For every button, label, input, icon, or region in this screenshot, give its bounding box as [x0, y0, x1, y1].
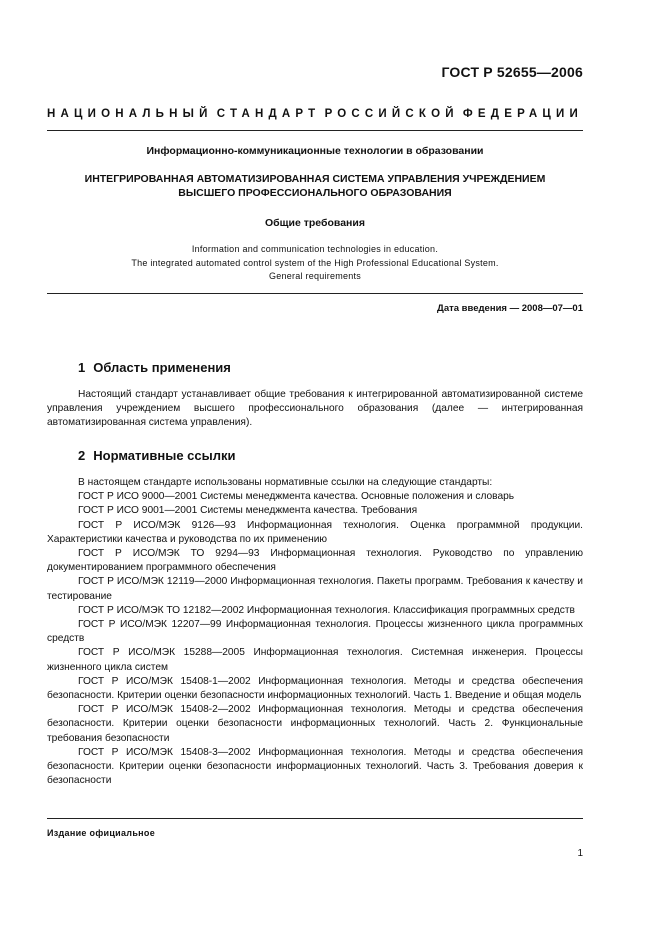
- list-item: ГОСТ Р ИСО 9001—2001 Системы менеджмента качества. Требования: [78, 505, 418, 517]
- title-divider: [47, 293, 583, 294]
- normative-references-list: [47, 476, 583, 788]
- national-standard-word: СТАНДАРТ: [216, 108, 321, 120]
- english-title-line: General requirements: [268, 271, 362, 281]
- edition-label: Издание официальное: [47, 828, 156, 838]
- list-item: ГОСТ Р ИСО/МЭК 9126—93 Информационная технология. Оценка программной продукции. Характеристики качества и руководства по их применению: [47, 519, 583, 545]
- section-number: 1: [78, 360, 86, 375]
- list-item: ГОСТ Р ИСО/МЭК ТО 12182—2002 Информационная технология. Классификация программных средств: [78, 604, 575, 616]
- national-standard-word: РОССИЙСКОЙ: [324, 108, 459, 120]
- list-item: ГОСТ Р ИСО 9000—2001 Системы менеджмента качества. Основные положения и словарь: [78, 491, 515, 503]
- section-2-heading: [78, 448, 235, 463]
- document-title: [47, 172, 583, 200]
- subject-line: Информационно-коммуникационные технологии в образовании: [146, 145, 484, 157]
- national-standard-heading: [47, 108, 583, 120]
- list-item: ГОСТ Р ИСО/МЭК 12207—99 Информационная технология. Процессы жизненного цикла программных средств: [47, 619, 583, 645]
- document-title-line: ИНТЕГРИРОВАННАЯ АВТОМАТИЗИРОВАННАЯ СИСТЕМА УПРАВЛЕНИЯ УЧРЕЖДЕНИЕМ: [84, 173, 546, 185]
- general-requirements-title: Общие требования: [265, 217, 365, 229]
- english-title: [47, 243, 583, 284]
- section-number: 2: [78, 448, 86, 463]
- introduction-date: Дата введения — 2008—07—01: [437, 303, 583, 314]
- list-item: ГОСТ Р ИСО/МЭК 15408-3—2002 Информационная технология. Методы и средства обеспечения безопасности. Критерии оценки безопасности информационных технологий. Часть 3. Требования доверия к безопасности: [47, 746, 583, 787]
- section-title: Область применения: [93, 360, 231, 375]
- english-title-line: The integrated automated control system of the High Professional Educational System.: [131, 257, 499, 268]
- document-number: ГОСТ Р 52655—2006: [441, 64, 583, 80]
- section-1-heading: [78, 360, 231, 375]
- section-1-text: Настоящий стандарт устанавливает общие требования к интегрированной автоматизированной системе управления учреждением высшего профессионального образования (далее — интегрированная автоматизированная система управления).: [47, 389, 583, 429]
- footer-divider: [47, 818, 583, 819]
- document-title-line: ВЫСШЕГО ПРОФЕССИОНАЛЬНОГО ОБРАЗОВАНИЯ: [178, 187, 452, 199]
- header-divider: [47, 130, 583, 131]
- national-standard-word: ФЕДЕРАЦИИ: [462, 108, 583, 120]
- list-item: ГОСТ Р ИСО/МЭК 15288—2005 Информационная технология. Системная инженерия. Процессы жизненного цикла систем: [47, 647, 583, 673]
- page-number: 1: [577, 848, 583, 859]
- list-item: ГОСТ Р ИСО/МЭК 15408-1—2002 Информационная технология. Методы и средства обеспечения безопасности. Критерии оценки безопасности информационных технологий. Часть 1. Введение и общая модель: [47, 675, 583, 702]
- list-item: ГОСТ Р ИСО/МЭК 12119—2000 Информационная технология. Пакеты программ. Требования к качеству и тестирование: [47, 576, 583, 602]
- list-item: ГОСТ Р ИСО/МЭК 15408-2—2002 Информационная технология. Методы и средства обеспечения безопасности. Критерии оценки безопасности информационных технологий. Часть 2. Функциональные требования безопасности: [47, 704, 583, 744]
- section-title: Нормативные ссылки: [93, 448, 236, 463]
- english-title-line: Information and communication technologies in education.: [191, 244, 439, 254]
- national-standard-word: НАЦИОНАЛЬНЫЙ: [47, 108, 213, 120]
- list-item: В настоящем стандарте использованы нормативные ссылки на следующие стандарты:: [78, 477, 493, 488]
- list-item: ГОСТ Р ИСО/МЭК ТО 9294—93 Информационная технология. Руководство по управлению документированием программного обеспечения: [47, 548, 583, 574]
